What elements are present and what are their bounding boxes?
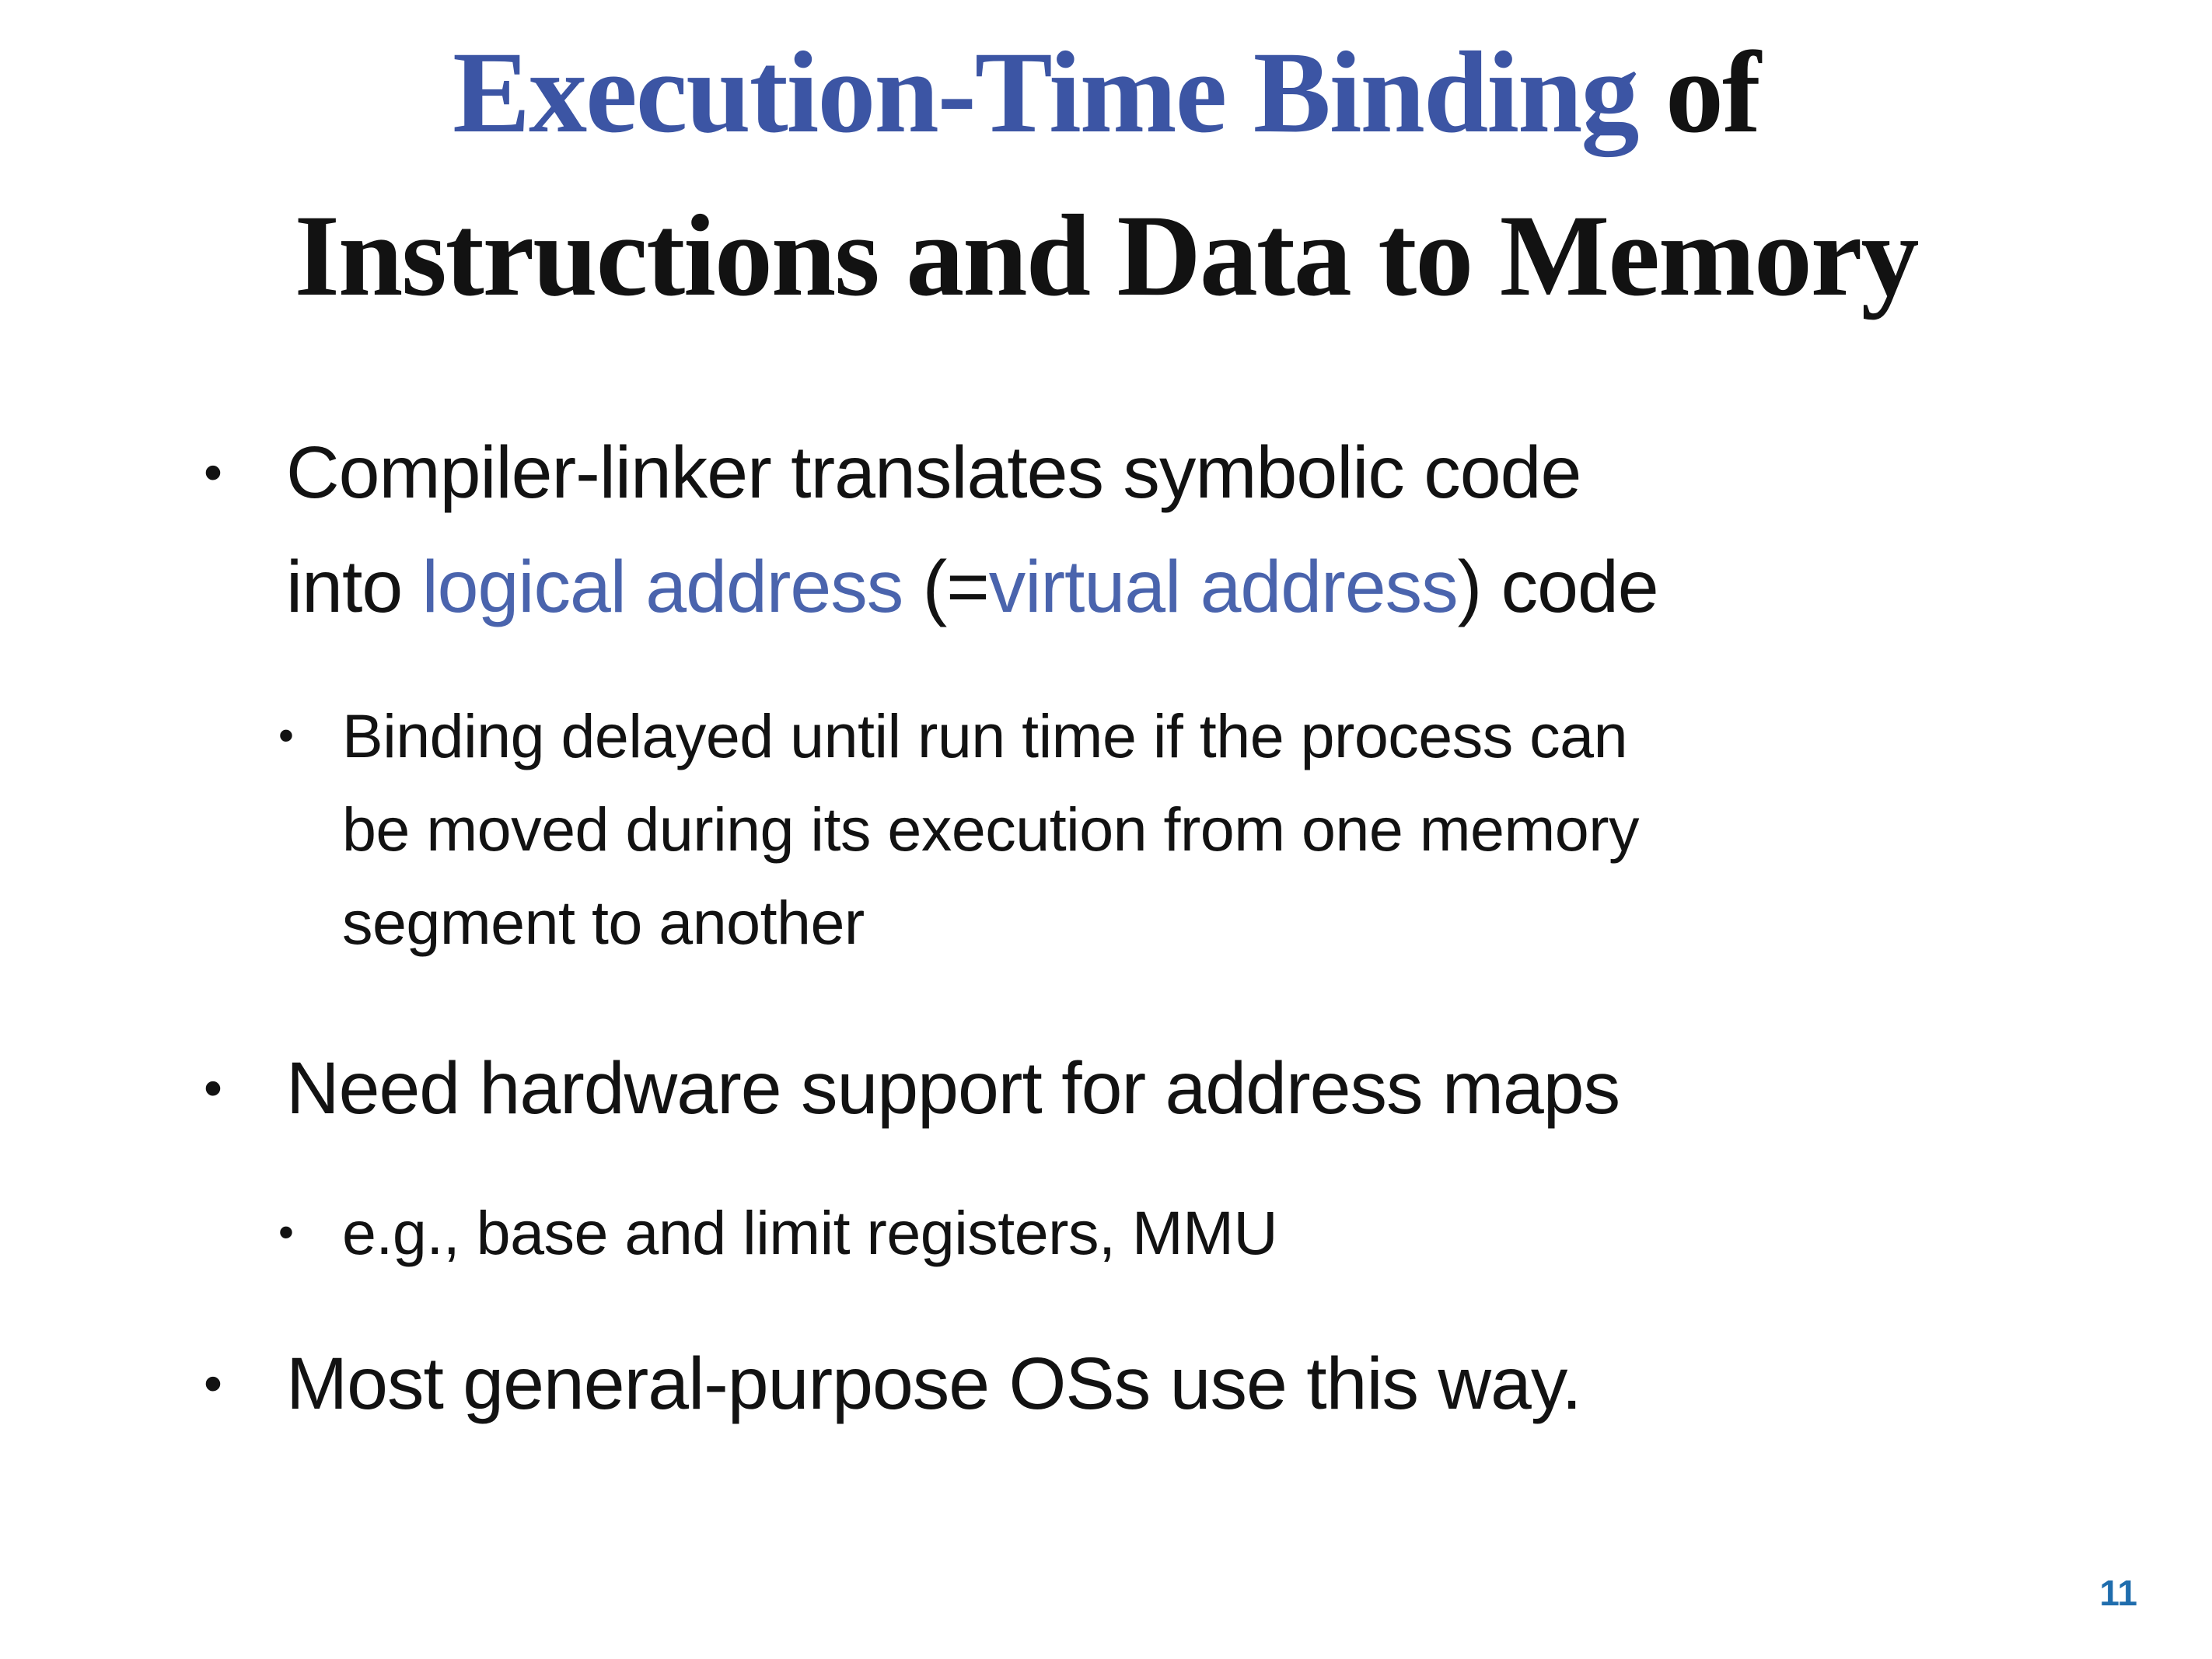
highlight-logical-address: logical address: [421, 545, 903, 628]
page-number: 11: [2099, 1573, 2137, 1613]
subbullet-binding-delayed-line-3: segment to another: [342, 888, 865, 958]
title-line-2: Instructions and Data to Memory: [294, 191, 1918, 320]
bullet-need-hardware-line-1: Need hardware support for address maps: [286, 1047, 1620, 1130]
subbullet-binding-delayed-text: [342, 690, 1639, 969]
bullet-need-hardware: [0, 1032, 2212, 1146]
bullet-dot-icon: •: [204, 442, 222, 502]
bullet-most-general-purpose-text: [286, 1327, 1581, 1441]
highlight-virtual-address: virtual address: [988, 545, 1458, 628]
subbullet-eg-base-limit-line-1: e.g., base and limit registers, MMU: [342, 1198, 1278, 1268]
bullet-compiler-linker: [0, 416, 2212, 645]
bullet-compiler-linker-line-2: into logical address (=virtual address) code: [286, 545, 1658, 628]
bullet-dot-icon: •: [204, 1353, 222, 1413]
bullet-dot-icon: •: [204, 1059, 222, 1119]
subbullet-binding-delayed-line-2: be moved during its execution from one memory: [342, 795, 1640, 864]
slide-body: [0, 416, 2212, 1441]
subbullet-binding-delayed: [0, 690, 2212, 969]
bullet-dot-icon: •: [278, 711, 294, 760]
bullet-compiler-linker-text: [286, 416, 1658, 645]
bullet-need-hardware-text: [286, 1032, 1620, 1146]
subbullet-eg-base-limit-text: [342, 1186, 1277, 1280]
subbullet-binding-delayed-line-1: Binding delayed until run time if the process can: [342, 701, 1628, 770]
slide-title: [0, 11, 2212, 337]
bullet-dot-icon: •: [278, 1208, 294, 1258]
bullet-most-general-purpose-line-1: Most general-purpose OSs use this way.: [286, 1342, 1581, 1425]
title-line1-blue-part: Execution-Time Binding: [453, 28, 1638, 157]
title-line1-black-part: of: [1637, 28, 1759, 157]
bullet-compiler-linker-line-1: Compiler-linker translates symbolic code: [286, 431, 1581, 514]
bullet-most-general-purpose: [0, 1327, 2212, 1441]
title-line-1: [0, 11, 2212, 174]
subbullet-eg-base-limit: [0, 1186, 2212, 1280]
